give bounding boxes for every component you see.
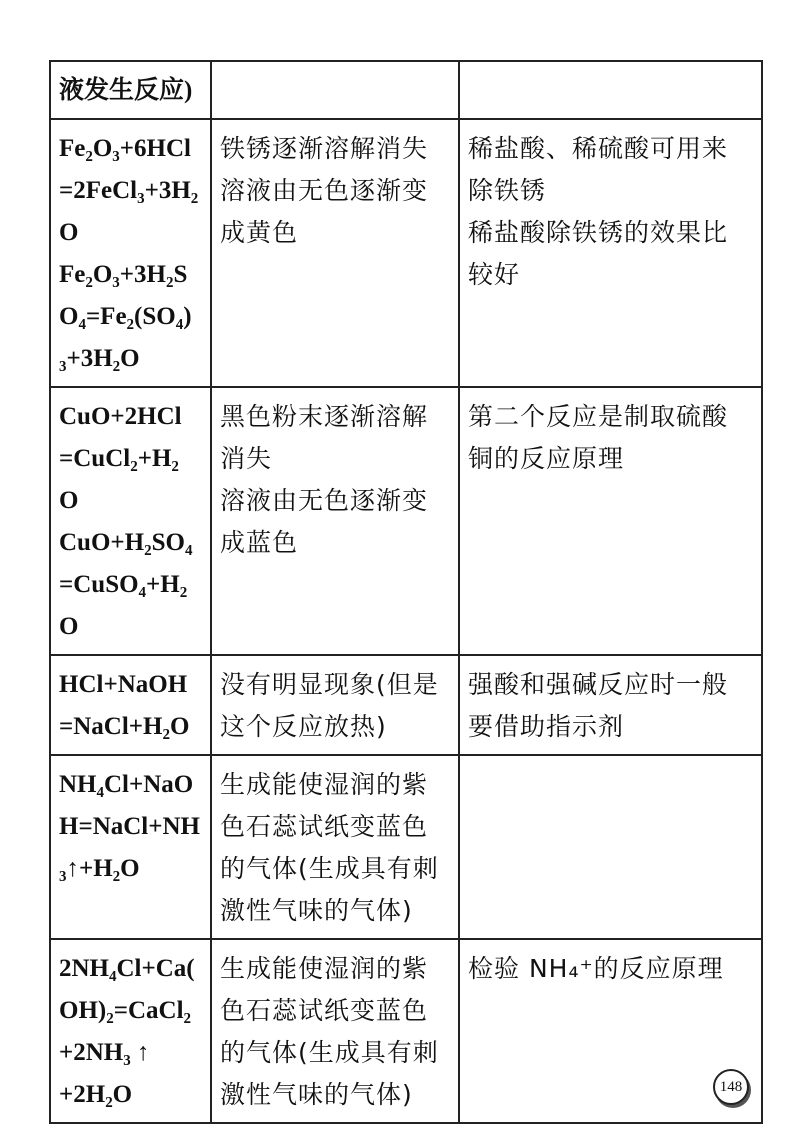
cell-text-line: 成蓝色 <box>220 528 299 557</box>
cell-text-line: 稀盐酸、稀硫酸可用来 <box>468 134 729 163</box>
phenomenon-cell <box>211 119 459 387</box>
cell-text-line: 的气体(生成具有刺 <box>220 1038 439 1067</box>
cell-text-line: NH₄Cl+NaO <box>59 771 194 798</box>
cell-text-line: HCl+NaOH <box>59 671 188 698</box>
cell-text-line: 黑色粉末逐渐溶解 <box>220 402 429 431</box>
equation-cell <box>50 755 211 939</box>
cell-text-line: 的气体(生成具有刺 <box>220 854 439 883</box>
reaction-table <box>49 60 763 1124</box>
cell-text-line: 铜的反应原理 <box>468 444 625 473</box>
equation-cell <box>50 61 211 119</box>
equation-cell <box>50 939 211 1123</box>
cell-text-line: 生成能使湿润的紫 <box>220 954 429 983</box>
phenomenon-cell <box>211 755 459 939</box>
cell-text-line: =NaCl+H₂O <box>59 713 190 740</box>
cell-text-line: 消失 <box>220 444 273 473</box>
page-number-badge <box>713 1069 749 1105</box>
cell-text-line: 没有明显现象(但是 <box>220 670 439 699</box>
cell-text-line: +2NH₃ ↑ <box>59 1039 150 1066</box>
cell-text-line: 2NH₄Cl+Ca( <box>59 955 195 982</box>
table-row <box>50 61 762 119</box>
page-number: 148 <box>719 1078 743 1095</box>
cell-text-line: 铁锈逐渐溶解消失 <box>220 134 429 163</box>
cell-text-line: 生成能使湿润的紫 <box>220 770 429 799</box>
cell-text-line: Fe₂O₃+6HCl <box>59 135 191 162</box>
cell-text-line: O₄=Fe₂(SO₄) <box>59 303 192 330</box>
table-row <box>50 655 762 755</box>
note-cell <box>459 61 762 119</box>
equation-cell <box>50 119 211 387</box>
cell-text-line: 激性气味的气体) <box>220 1080 413 1109</box>
cell-text-line: 这个反应放热) <box>220 712 387 741</box>
note-cell <box>459 655 762 755</box>
cell-text-line: 稀盐酸除铁锈的效果比 <box>468 218 729 247</box>
cell-text-line: H=NaCl+NH <box>59 813 200 840</box>
cell-text-line: 要借助指示剂 <box>468 712 625 741</box>
cell-text-line: 液发生反应) <box>59 77 193 104</box>
equation-cell <box>50 655 211 755</box>
cell-text-line: 溶液由无色逐渐变 <box>220 176 429 205</box>
cell-text-line: ₃+3H₂O <box>59 345 140 372</box>
cell-text-line: 强酸和强碱反应时一般 <box>468 670 729 699</box>
cell-text-line: 除铁锈 <box>468 176 547 205</box>
cell-text-line: CuO+H₂SO₄ <box>59 529 193 556</box>
phenomenon-cell <box>211 939 459 1123</box>
cell-text-line: 第二个反应是制取硫酸 <box>468 402 729 431</box>
phenomenon-cell <box>211 61 459 119</box>
table-row <box>50 119 762 387</box>
cell-text-line: 成黄色 <box>220 218 299 247</box>
table-row <box>50 939 762 1123</box>
phenomenon-cell <box>211 387 459 655</box>
cell-text-line: 激性气味的气体) <box>220 896 413 925</box>
cell-text-line: +2H₂O <box>59 1081 133 1108</box>
note-cell <box>459 119 762 387</box>
cell-text-line: 检验 NH₄⁺的反应原理 <box>468 954 724 983</box>
cell-text-line: ₃↑+H₂O <box>59 855 140 882</box>
cell-text-line: =CuCl₂+H₂ <box>59 445 179 472</box>
note-cell <box>459 387 762 655</box>
cell-text-line: O <box>59 219 79 246</box>
reaction-table-body <box>50 61 762 1123</box>
cell-text-line: O <box>59 613 79 640</box>
cell-text-line: =CuSO₄+H₂ <box>59 571 188 598</box>
phenomenon-cell <box>211 655 459 755</box>
equation-cell <box>50 387 211 655</box>
cell-text-line: OH)₂=CaCl₂ <box>59 997 192 1024</box>
cell-text-line: 色石蕊试纸变蓝色 <box>220 812 429 841</box>
note-cell <box>459 755 762 939</box>
cell-text-line: 色石蕊试纸变蓝色 <box>220 996 429 1025</box>
cell-text-line: =2FeCl₃+3H₂ <box>59 177 199 204</box>
cell-text-line: CuO+2HCl <box>59 403 182 430</box>
cell-text-line: O <box>59 487 79 514</box>
cell-text-line: 溶液由无色逐渐变 <box>220 486 429 515</box>
table-row <box>50 755 762 939</box>
cell-text-line: 较好 <box>468 260 521 289</box>
table-row <box>50 387 762 655</box>
cell-text-line: Fe₂O₃+3H₂S <box>59 261 188 288</box>
